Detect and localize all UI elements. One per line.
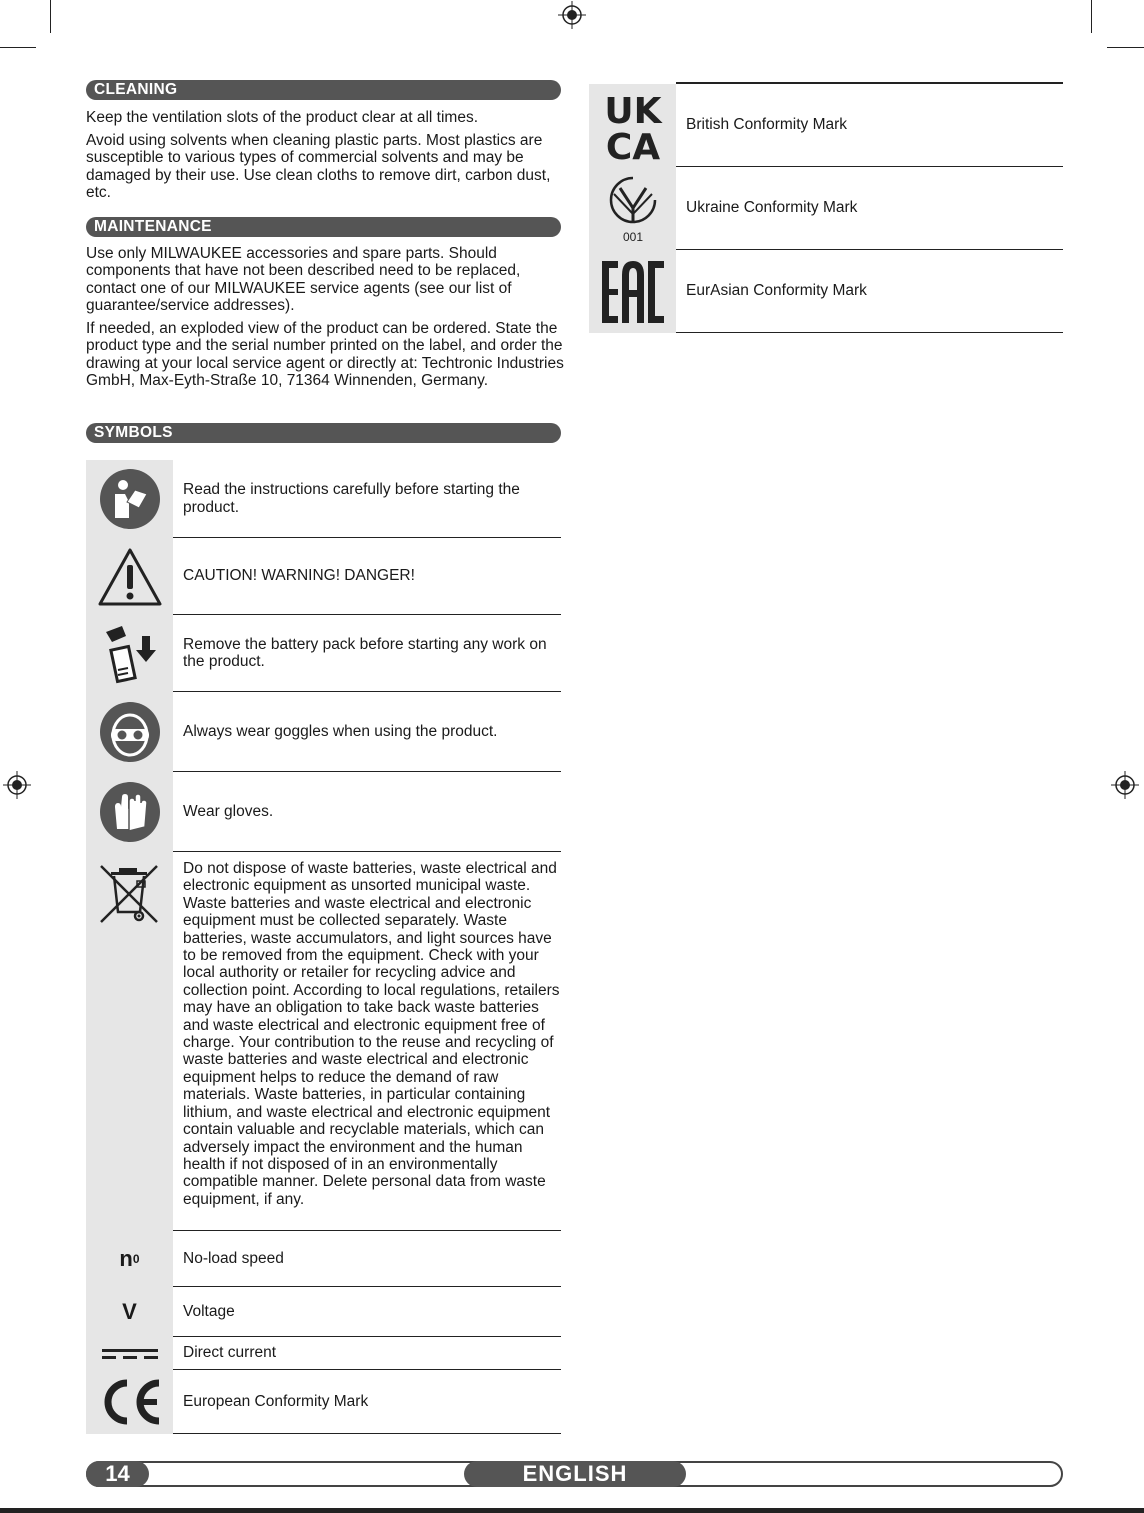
symbol-row xyxy=(86,460,561,538)
conformity-description: Ukraine Conformity Mark xyxy=(676,167,1063,250)
crop-mark xyxy=(0,47,36,48)
symbol-row xyxy=(86,615,561,692)
symbol-description: Direct current xyxy=(173,1337,561,1370)
conformity-description: EurAsian Conformity Mark xyxy=(676,250,1063,333)
gloves-icon xyxy=(99,781,161,843)
symbol-description: Remove the battery pack before starting any work on the product. xyxy=(173,615,561,692)
ce-mark-icon xyxy=(97,1377,163,1427)
ukca-mark-icon xyxy=(598,90,668,162)
goggles-icon xyxy=(99,701,161,763)
crop-mark xyxy=(50,0,51,33)
cleaning-heading: CLEANING xyxy=(86,80,561,100)
symbols-heading: SYMBOLS xyxy=(86,423,561,443)
symbol-row xyxy=(86,1287,561,1337)
ukca-mark-line: CA xyxy=(605,126,660,162)
crop-mark xyxy=(1107,47,1144,48)
symbol-description: Do not dispose of waste batteries, waste electrical and electronic equipment as unsorted municipal waste. Waste batteries and waste electrical and electronic equipment must be collected separately. Waste batteries, waste accumulators, and light sources have to be removed from the equipment. Check with your local authority or retailer for recycling advice and collection point. According to local regulations, retailers may have an obligation to take back waste batteries and waste electrical and electronic equipment free of charge. Your contribution to the reuse and recycling of waste batteries and waste electrical and electronic equipment helps to reduce the demand of raw materials. Waste batteries, in particular containing lithium, and waste electrical and electronic equipment contain valuable and recyclable materials, which can adversely impact the environment and the human health if not disposed of in an environmentally compatible manner. Delete personal data from waste equipment, if any. xyxy=(173,852,561,1231)
ukraine-mark-icon xyxy=(608,174,658,244)
warning-triangle-icon xyxy=(97,547,163,607)
crop-mark xyxy=(1091,0,1092,33)
registration-mark-icon xyxy=(1111,771,1139,799)
symbol-row xyxy=(86,852,561,1231)
maintenance-paragraph: Use only MILWAUKEE accessories and spare parts. Should components that have not been described need to be replaced, contact one of our MILWAUKEE service agents (see our list of guarantee/service addresses). xyxy=(86,245,521,315)
symbol-row xyxy=(86,692,561,772)
direct-current-icon xyxy=(100,1347,160,1361)
symbol-row xyxy=(86,1337,561,1370)
conformity-row xyxy=(589,84,1063,167)
symbol-description: Voltage xyxy=(173,1287,561,1337)
bottom-edge xyxy=(0,1508,1144,1513)
eac-mark-icon xyxy=(600,259,666,325)
symbol-row xyxy=(86,1370,561,1434)
symbol-description: European Conformity Mark xyxy=(173,1370,561,1434)
registration-mark-icon xyxy=(3,771,31,799)
symbol-row xyxy=(86,538,561,615)
voltage-symbol xyxy=(86,1287,173,1337)
symbol-description: Wear gloves. xyxy=(173,772,561,852)
cleaning-paragraph: Avoid using solvents when cleaning plastic parts. Most plastics are susceptible to various types of commercial solvents and may be damaged by their use. Use clean cloths to remove dirt, carbon dust, etc. xyxy=(86,132,551,202)
no-load-speed-symbol xyxy=(86,1231,173,1287)
page-number: 14 xyxy=(86,1461,149,1487)
symbol-description: Always wear goggles when using the product. xyxy=(173,692,561,772)
symbol-subscript: 0 xyxy=(132,1252,140,1266)
symbol-letter: n xyxy=(119,1246,133,1271)
symbol-row xyxy=(86,772,561,852)
conformity-description: British Conformity Mark xyxy=(676,84,1063,167)
conformity-row xyxy=(589,250,1063,333)
ukraine-mark-code: 001 xyxy=(622,229,643,244)
symbol-description: No-load speed xyxy=(173,1231,561,1287)
maintenance-paragraph: If needed, an exploded view of the product can be ordered. State the product type and the serial number printed on the label, and order the drawing at your local service agent or directly at: Techtronic Industries GmbH, Max-Eyth-Straße 10, 71364 Winnenden, Germany. xyxy=(86,320,564,390)
read-manual-icon xyxy=(99,468,161,530)
maintenance-heading: MAINTENANCE xyxy=(86,217,561,237)
symbol-row xyxy=(86,1231,561,1287)
symbol-letter: V xyxy=(122,1299,137,1324)
cleaning-paragraph: Keep the ventilation slots of the product clear at all times. xyxy=(86,109,479,126)
ukca-mark-line: UK xyxy=(603,90,662,132)
registration-mark-icon xyxy=(558,1,586,29)
symbol-description: Read the instructions carefully before starting the product. xyxy=(173,460,561,538)
conformity-row xyxy=(589,167,1063,250)
symbol-description: CAUTION! WARNING! DANGER! xyxy=(173,538,561,615)
crossed-bin-icon xyxy=(97,862,163,924)
language-label: ENGLISH xyxy=(464,1461,686,1487)
remove-battery-icon xyxy=(102,622,158,686)
